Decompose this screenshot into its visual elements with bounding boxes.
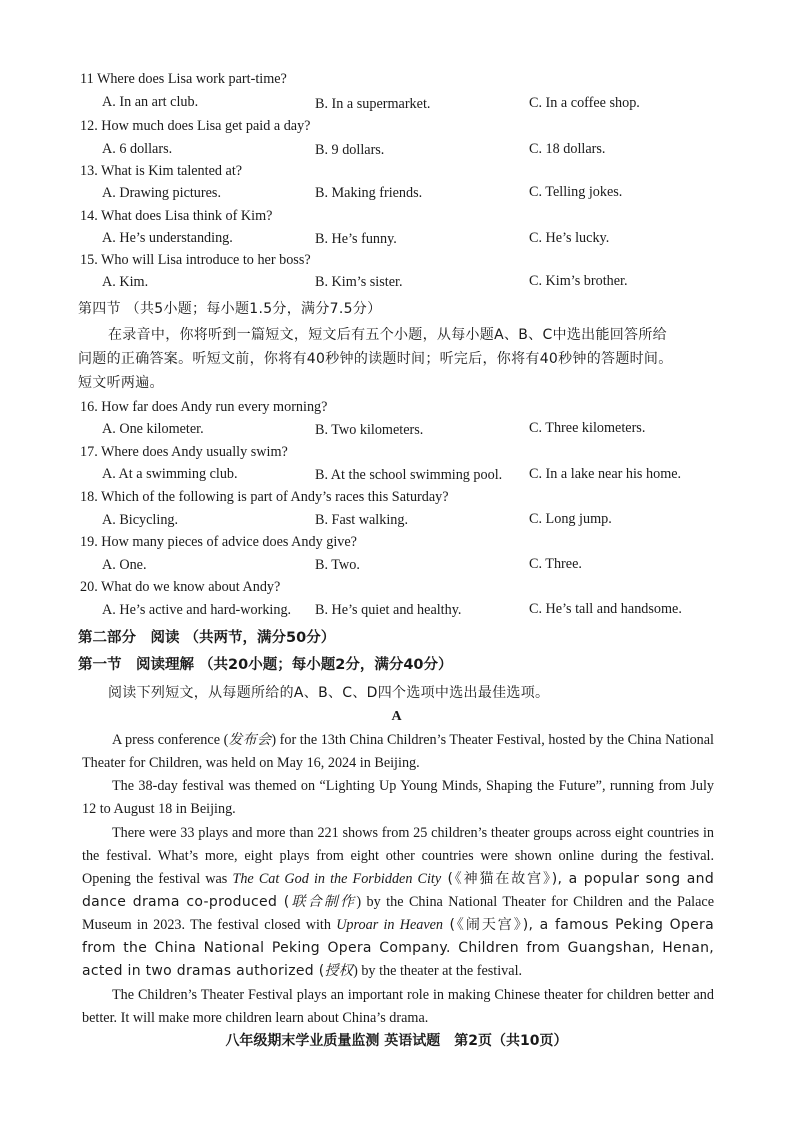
option-18a: A. Bicycling. [102, 512, 179, 528]
option-15a: A. Kim. [102, 274, 149, 290]
question-19: 19. How many pieces of advice does Andy give? [80, 534, 357, 550]
p3-gloss-authorized: 授权 [324, 963, 354, 979]
option-17b: B. At the school swimming pool. [315, 467, 503, 483]
option-19c: C. Three. [529, 556, 582, 572]
option-11c: C. In a coffee shop. [529, 95, 640, 111]
question-14: 14. What does Lisa think of Kim? [80, 208, 273, 224]
p3-text-cn3: (《闹天宫》), a famous Peking Opera from the China National Peking Opera Company. Children from Guangshan, Henan, acted in two dramas authorized ( [82, 917, 714, 979]
p3-text-cn1: (《神猫在故宫》), a popular song and dance drama co-produced ( [82, 871, 715, 910]
section4-instruction-line3: 短文听两遍。 [78, 375, 164, 391]
p3-title-cat-god: The Cat God in the Forbidden City [232, 871, 442, 887]
option-13c: C. Telling jokes. [529, 184, 623, 200]
question-15: 15. Who will Lisa introduce to her boss? [80, 252, 311, 268]
option-14b: B. He’s funny. [315, 231, 397, 247]
option-19b: B. Two. [315, 557, 360, 573]
passage-paragraph-2 [82, 775, 714, 821]
part2-section1-heading: 第一节 阅读理解 （共20小题；每小题2分，满分40分） [78, 657, 453, 673]
question-17: 17. Where does Andy usually swim? [80, 444, 288, 460]
p3-text-c: ) by the theater at the festival. [353, 963, 523, 979]
option-19a: A. One. [102, 557, 147, 573]
option-20b: B. He’s quiet and healthy. [315, 602, 462, 618]
option-17c: C. In a lake near his home. [529, 466, 682, 482]
passage-paragraph-1 [82, 729, 714, 775]
question-20: 20. What do we know about Andy? [80, 579, 281, 595]
p4-text: The Children’s Theater Festival plays an important role in making Chinese theater for children better and better. It will make more children learn about China’s drama. [82, 987, 714, 1026]
option-16c: C. Three kilometers. [529, 420, 646, 436]
option-17a: A. At a swimming club. [102, 466, 238, 482]
p3-gloss-coproduced: 联合制作 [289, 894, 357, 910]
option-12a: A. 6 dollars. [102, 141, 173, 157]
option-18c: C. Long jump. [529, 511, 612, 527]
option-20c: C. He’s tall and handsome. [529, 601, 682, 617]
option-12c: C. 18 dollars. [529, 141, 606, 157]
option-16b: B. Two kilometers. [315, 422, 424, 438]
p1-gloss: 发布会 [228, 732, 272, 748]
option-15b: B. Kim’s sister. [315, 274, 403, 290]
page-footer: 八年级期末学业质量监测 英语试题 第2页（共10页） [225, 1033, 568, 1049]
section4-heading: 第四节 （共5小题；每小题1.5分，满分7.5分） [78, 301, 382, 317]
question-18: 18. Which of the following is part of Andy’s races this Saturday? [80, 489, 449, 505]
question-12: 12. How much does Lisa get paid a day? [80, 118, 311, 134]
question-11: 11 Where does Lisa work part-time? [80, 71, 287, 87]
option-20a: A. He’s active and hard-working. [102, 602, 292, 618]
p3-title-uproar: Uproar in Heaven [336, 917, 444, 933]
p3-text-b: ) by the China National Theater for Children and the Palace Museum in 2023. The festival closed with [82, 894, 715, 933]
option-13b: B. Making friends. [315, 185, 423, 201]
option-18b: B. Fast walking. [315, 512, 409, 528]
question-13: 13. What is Kim talented at? [80, 163, 243, 179]
p1-text-b: ) for the 13th China Children’s Theater Festival, hosted by the China National Theater for Children, was held on May 16, 2024 in Beijing. [82, 732, 714, 771]
part2-heading: 第二部分 阅读 （共两节，满分50分） [78, 630, 336, 646]
option-11b: B. In a supermarket. [315, 96, 431, 112]
option-12b: B. 9 dollars. [315, 142, 385, 158]
section4-instruction-line2: 问题的正确答案。听短文前，你将有40秒钟的读题时间；听完后，你将有40秒钟的答题时间。 [78, 351, 673, 367]
option-14c: C. He’s lucky. [529, 230, 610, 246]
question-16: 16. How far does Andy run every morning? [80, 399, 328, 415]
p2-text: The 38-day festival was themed on “Lighting Up Young Minds, Shaping the Future”, running from July 12 to August 18 in Beijing. [82, 778, 714, 817]
option-16a: A. One kilometer. [102, 421, 204, 437]
section4-instruction-line1: 在录音中，你将听到一篇短文，短文后有五个小题，从每小题A、B、C中选出能回答所给 [108, 327, 667, 343]
reading-instruction: 阅读下列短文，从每题所给的A、B、C、D四个选项中选出最佳选项。 [108, 685, 550, 701]
passage-paragraph-4 [82, 984, 714, 1030]
p3-text-a: There were 33 plays and more than 221 shows from 25 children’s theater groups across eight countries in the festival. What’s more, eight plays from eight other countries were shown online during the festival. Opening the festival was [82, 825, 714, 887]
option-13a: A. Drawing pictures. [102, 185, 221, 201]
option-14a: A. He’s understanding. [102, 230, 233, 246]
p1-text-a: A press conference ( [112, 732, 229, 748]
option-15c: C. Kim’s brother. [529, 273, 628, 289]
passage-paragraph-3 [82, 822, 714, 983]
passage-letter: A [391, 709, 402, 724]
option-11a: A. In an art club. [102, 94, 199, 110]
